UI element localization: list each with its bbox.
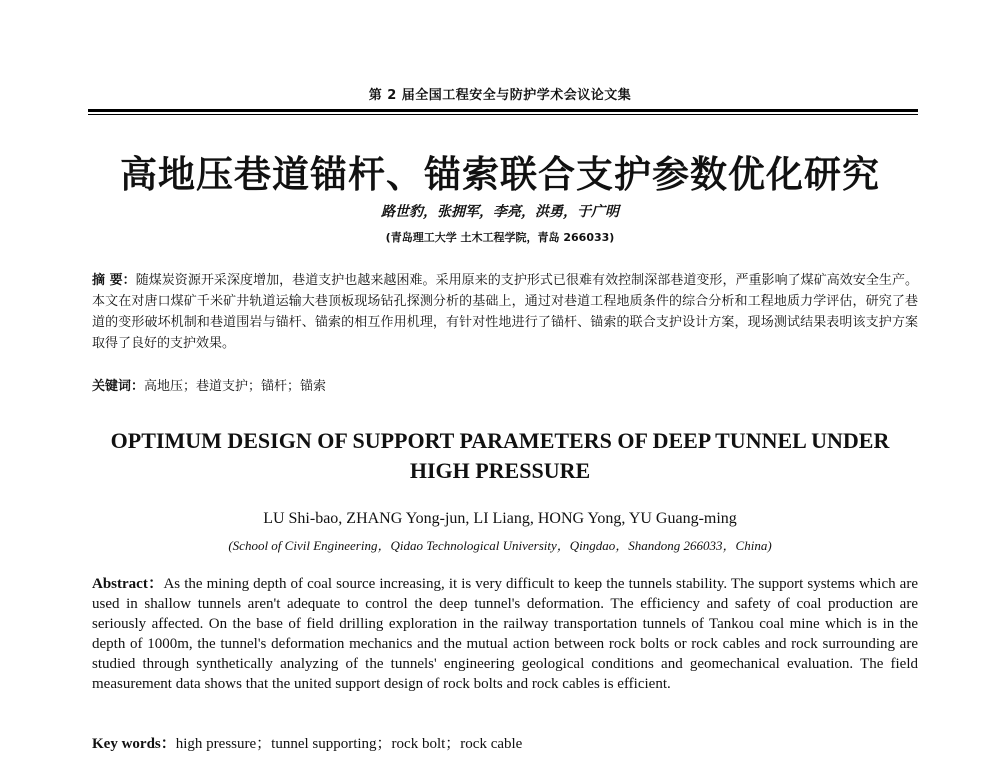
header-rule-thick	[88, 109, 918, 112]
running-head: 第 2 届全国工程安全与防护学术会议论文集	[368, 88, 632, 103]
chinese-keywords	[92, 376, 918, 397]
english-authors: LU Shi-bao, ZHANG Yong-jun, LI Liang, HONG Yong, YU Guang-ming	[263, 510, 737, 527]
english-keywords	[92, 734, 918, 754]
chinese-abstract-text: 随煤炭资源开采深度增加，巷道支护也越来越困难。采用原来的支护形式已很难有效控制深部巷道变形，严重影响了煤矿高效安全生产。本文在对唐口煤矿千米矿井轨道运输大巷顶板现场钻孔探测分析的基础上，通过对巷道工程地质条件的综合分析和工程地质力学评估，研究了巷道的变形破坏机制和巷道围岩与锚杆、锚索的相互作用机理，有针对性地进行了锚杆、锚索的联合支护设计方案，现场测试结果表明该支护方案取得了良好的支护效果。	[92, 273, 918, 351]
chinese-affiliation: (青岛理工大学 土木工程学院，青岛 266033)	[385, 231, 615, 244]
english-affiliation: (School of Civil Engineering，Qidao Technological University，Qingdao，Shandong 266033，China)	[228, 538, 772, 553]
english-abstract-text: As the mining depth of coal source increasing, it is very difficult to keep the tunnels stability. The support systems which are used in shallow tunnels aren't adequate to control the deep tunnel's deformation. The efficiency and safety of coal production are seriously affected. On the base of field drilling exploration in the railway transportation tunnels of Tankou coal mine which is in the depth of 1000m, the tunnel's deformation mechanics and the mutual action between rock bolts or rock cables and rock surrounding are studied through synthetically analyzing of the tunnels' engineering geological conditions and geomechanical evaluation. The field measurement data shows that the united support design of rock bolts and rock cables is efficient.	[92, 576, 918, 692]
chinese-keywords-text: 高地压；巷道支护；锚杆；锚索	[144, 379, 327, 394]
chinese-keywords-label: 关键词：	[92, 379, 145, 394]
chinese-abstract	[92, 270, 918, 354]
english-title: OPTIMUM DESIGN OF SUPPORT PARAMETERS OF DEEP TUNNEL UNDER HIGH PRESSURE	[110, 428, 890, 483]
chinese-abstract-label: 摘 要：	[92, 273, 136, 288]
english-keywords-label: Key words：	[92, 736, 176, 752]
header-rule-thin	[88, 114, 918, 115]
english-keywords-text: high pressure；tunnel supporting；rock bolt；rock cable	[175, 736, 523, 752]
english-abstract-label: Abstract：	[92, 576, 164, 592]
chinese-title: 高地压巷道锚杆、锚索联合支护参数优化研究	[120, 153, 880, 196]
english-abstract	[92, 574, 918, 694]
chinese-authors: 路世豹，张拥军，李亮，洪勇，于广明	[381, 204, 619, 220]
